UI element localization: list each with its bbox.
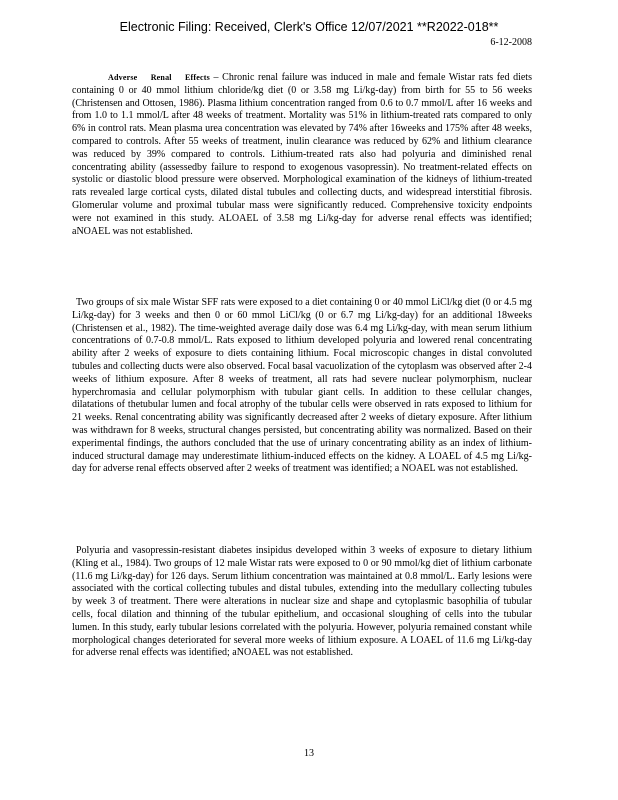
paragraph-christensen-1982: Two groups of six male Wistar SFF rats were exposed to a diet containing 0 or 40 mmol LiCl/kg diet (0 or 4.5 mg Li/kg-day) for 3 weeks and then 0 or 60 mmol LiCl/kg (0 or 6.7 mg Li/kg-day) for an additional 18weeks (Christensen et al., 1982). The time-weighted average daily dose was 6.4 mg Li/kg-day, with mean serum lithium concentrations of 0.7-0.8 mmol/L. Rats exposed to lithium developed polyuria and lowered renal concentrating ability after 2 weeks of exposure to diets containing lithium. Focal microscopic changes in distal convoluted tubules and collecting ducts were also observed. Focal basal vacuolization of the cytoplasm was observed after 2-4 weeks of lithium exposure. After 8 weeks of treatment, all rats had severe nuclear polymorphism, nuclear hyperchromasia and cellular polymorphism with tubular giant cells. In addition to these cellular changes, dilatations of thetubular lumen and focal atrophy of the tubular cells were observed in rats exposed to lithium for 21 weeks. Renal concentrating ability was significantly decreased after 2 weeks of dietary exposure. After lithium was withdrawn for 8 weeks, structural changes persisted, but concentrating ability was normalized. Based on their experimental findings, the authors concluded that the use of urinary concentrating ability as an index of lithium-induced structural damage may underestimate lithium-induced effects on the kidney. A LOAEL of 4.5 mg Li/kg-day for adverse renal effects observed after 2 weeks of treatment was identified; a NOAEL was not established.	[72, 297, 532, 475]
document-date: 6-12-2008	[490, 37, 532, 48]
paragraph-kling-1984: Polyuria and vasopressin-resistant diabetes insipidus developed within 3 weeks of exposure to dietary lithium (Kling et al., 1984). Two groups of 12 male Wistar rats were exposed to 0 or 90 mmol/kg diet of lithium carbonate (11.6 mg Li/kg-day) for 126 days. Serum lithium concentration was maintained at 0.8 mmol/L. Early lesions were associated with the cortical collecting tubules and distal tubules, extending into the medullary collecting tubules by week 3 of treatment. There were alterations in nuclear size and shape and cytoplasmic basophilia of tubular cells, focal dilation and thinning of the tubular epithelium, and occasional sloughing of cells into the tubular lumen. In this study, early tubular lesions correlated with the polyuria. However, polyuria remained constant while morphological changes deteriorated for several more weeks of lithium exposure. A LOAEL of 11.6 mg Li/kg-day for adverse renal effects was identified; aNOAEL was not established.	[72, 545, 532, 659]
page-number: 13	[304, 748, 314, 759]
filing-stamp-header: Electronic Filing: Received, Clerk's Office 12/07/2021 **R2022-018**	[119, 20, 499, 34]
paragraph-text: – Chronic renal failure was induced in male and female Wistar rats fed diets containing 0 or 40 mmol lithium chloride/kg diet (0 or 3.58 mg Li/kg-day) from birth for 55 to 56 weeks (Christensen and Ottosen, 1986). Plasma lithium concentration ranged from 0.6 to 0.7 mmol/L after 16 weeks and from 1.0 to 1.1 mmol/L after 48 weeks of treatment. Mortality was 51% in lithium-treated rats compared to only 6% in control rats. Mean plasma urea concentration was elevated by 74% after 16weeks and 175% after 48 weeks, compared to controls. After 55 weeks of treatment, inulin clearance was reduced by 62% and lithium clearance was reduced by 39% compared to controls. Lithium-treated rats also had polyuria and diminished renal concentrating ability (assessedby failure to respond to exogenous vasopressin). No treatment-related effects on systolic or diastolic blood pressure were observed. Morphological examination of the kidneys of lithium-treated rats revealed large cortical cysts, dilated distal tubules and collecting ducts, and widespread interstitial fibrosis. Glomerular volume and proximal tubular mass were significantly reduced. Comprehensive toxicity endpoints were not examined in this study. ALOAEL of 3.58 mg Li/kg-day for adverse renal effects was identified; aNOAEL was not established.	[72, 72, 532, 237]
section-heading: Adverse Renal Effects	[108, 73, 210, 82]
paragraph-adverse-renal-effects	[72, 72, 532, 238]
